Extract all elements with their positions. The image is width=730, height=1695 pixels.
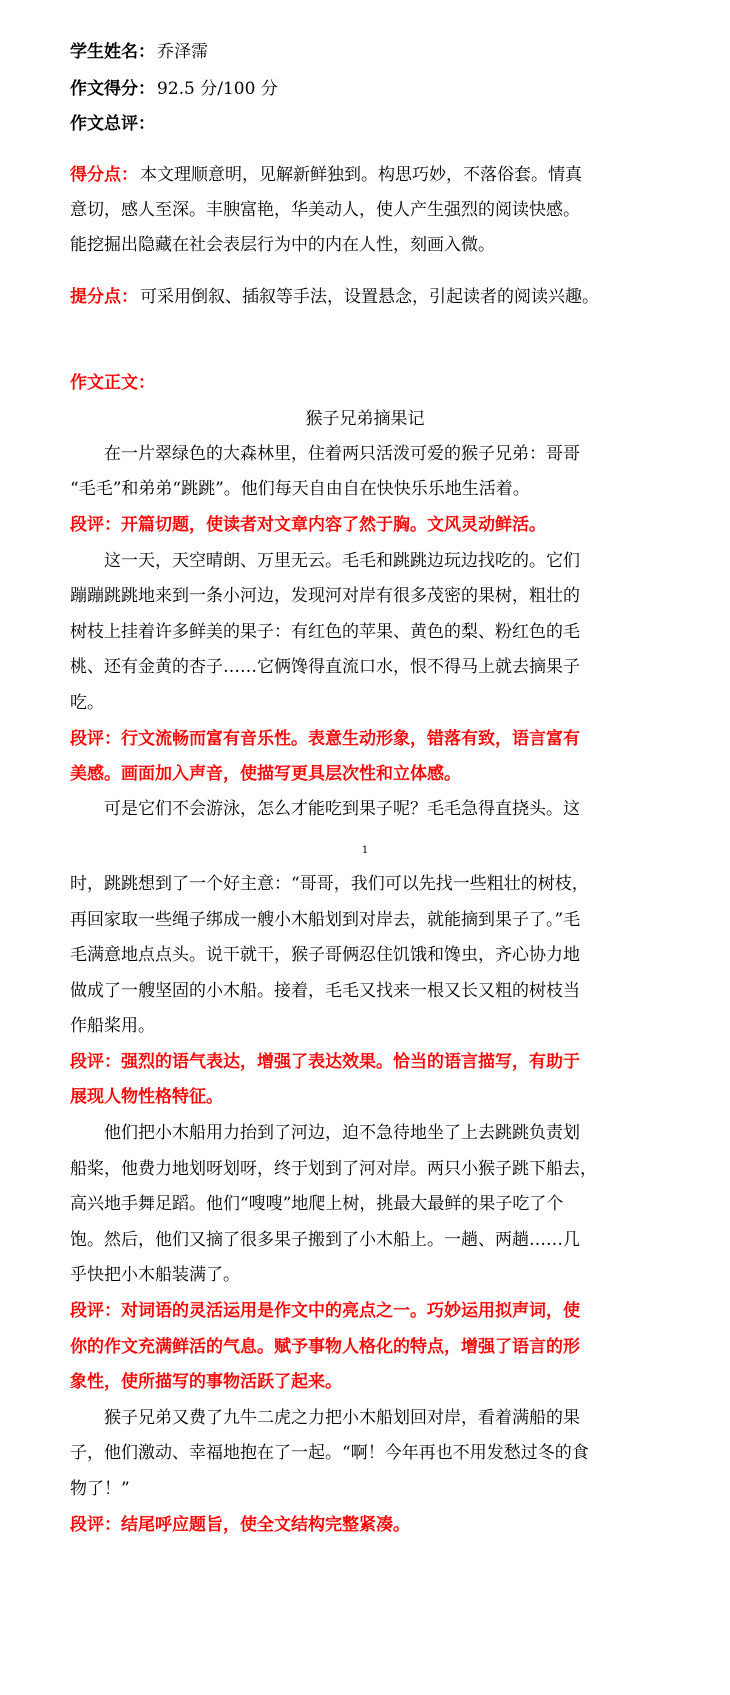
- strengths-line: 意切，感人至深。丰腴富艳，华美动人，使人产生强烈的阅读快感。: [70, 200, 580, 220]
- essay-line: 在一片翠绿色的大森林里，住着两只活泼可爱的猴子兄弟：哥哥: [104, 444, 580, 464]
- essay-score-value: 92.5 分/100 分: [157, 79, 278, 99]
- essay-line: 作船桨用。: [70, 1016, 155, 1036]
- essay-line: 做成了一艘坚固的小木船。接着，毛毛又找来一根又长又粗的树枝当: [70, 981, 580, 1001]
- paragraph-comment: 展现人物性格特征。: [70, 1087, 223, 1107]
- essay-line: 子，他们激动、幸福地抱在了一起。“啊！今年再也不用发愁过冬的食: [70, 1443, 589, 1463]
- essay-line: 猴子兄弟又费了九牛二虎之力把小木船划回对岸，看着满船的果: [104, 1408, 580, 1428]
- essay-line: 饱。然后，他们又摘了很多果子搬到了小木船上。一趟、两趟……几: [70, 1230, 580, 1250]
- student-name-value: 乔泽霈: [157, 42, 208, 62]
- paragraph-comment: 段评：对词语的灵活运用是作文中的亮点之一。巧妙运用拟声词，使: [70, 1301, 580, 1321]
- paragraph-comment: 美感。画面加入声音，使描写更具层次性和立体感。: [70, 764, 461, 784]
- paragraph-comment: 象性，使所描写的事物活跃了起来。: [70, 1372, 342, 1392]
- essay-line: 乎快把小木船装满了。: [70, 1265, 240, 1285]
- paragraph-comment: 段评：强烈的语气表达，增强了表达效果。恰当的语言描写，有助于: [70, 1052, 580, 1072]
- essay-line: 高兴地手舞足蹈。他们“嗖嗖”地爬上树，挑最大最鲜的果子吃了个: [70, 1194, 564, 1214]
- essay-line: 船桨，他费力地划呀划呀，终于划到了河对岸。两只小猴子跳下船去，: [70, 1159, 597, 1179]
- essay-body-label: 作文正文：: [70, 373, 155, 393]
- page-number: 1: [361, 845, 369, 856]
- essay-line: 物了！”: [70, 1479, 130, 1499]
- essay-line: 吃。: [70, 693, 104, 713]
- essay-line: “毛毛”和弟弟“跳跳”。他们每天自由自在快快乐乐地生活着。: [70, 479, 530, 499]
- student-name-label: 学生姓名：: [70, 42, 155, 62]
- essay-line: 毛满意地点点头。说干就干，猴子哥俩忍住饥饿和馋虫，齐心协力地: [70, 945, 580, 965]
- essay-line: 树枝上挂着许多鲜美的果子：有红色的苹果、黄色的梨、粉红色的毛: [70, 622, 580, 642]
- essay-line: 时，跳跳想到了一个好主意：“哥哥，我们可以先找一些粗壮的树枝，: [70, 874, 589, 894]
- improvement-text: 可采用倒叙、插叙等手法，设置悬念，引起读者的阅读兴趣。: [140, 287, 599, 307]
- paragraph-comment: 段评：开篇切题，使读者对文章内容了然于胸。文风灵动鲜活。: [70, 515, 546, 535]
- paragraph-comment: 段评：结尾呼应题旨，使全文结构完整紧凑。: [70, 1515, 410, 1535]
- essay-line: 他们把小木船用力抬到了河边，迫不急待地坐了上去跳跳负责划: [104, 1123, 580, 1143]
- essay-score-label: 作文得分：: [70, 79, 155, 99]
- essay-line: 桃、还有金黄的杏子……它俩馋得直流口水，恨不得马上就去摘果子: [70, 657, 580, 677]
- essay-line: 蹦蹦跳跳地来到一条小河边，发现河对岸有很多茂密的果树，粗壮的: [70, 586, 580, 606]
- strengths-line: 本文理顺意明，见解新鲜独到。构思巧妙，不落俗套。情真: [140, 165, 582, 185]
- strengths-line: 能挖掘出隐藏在社会表层行为中的内在人性，刻画入微。: [70, 235, 495, 255]
- overall-review-label: 作文总评：: [70, 114, 155, 134]
- paragraph-comment: 段评：行文流畅而富有音乐性。表意生动形象，错落有致，语言富有: [70, 729, 580, 749]
- essay-line: 再回家取一些绳子绑成一艘小木船划到对岸去，就能摘到果子了。”毛: [70, 910, 581, 930]
- paragraph-comment: 你的作文充满鲜活的气息。赋予事物人格化的特点，增强了语言的形: [70, 1337, 580, 1357]
- improvement-label: 提分点：: [70, 287, 138, 307]
- strengths-label: 得分点：: [70, 165, 138, 185]
- essay-line: 可是它们不会游泳，怎么才能吃到果子呢？毛毛急得直挠头。这: [104, 799, 580, 819]
- essay-line: 这一天，天空晴朗、万里无云。毛毛和跳跳边玩边找吃的。它们: [104, 551, 580, 571]
- essay-title: 猴子兄弟摘果记: [305, 409, 425, 429]
